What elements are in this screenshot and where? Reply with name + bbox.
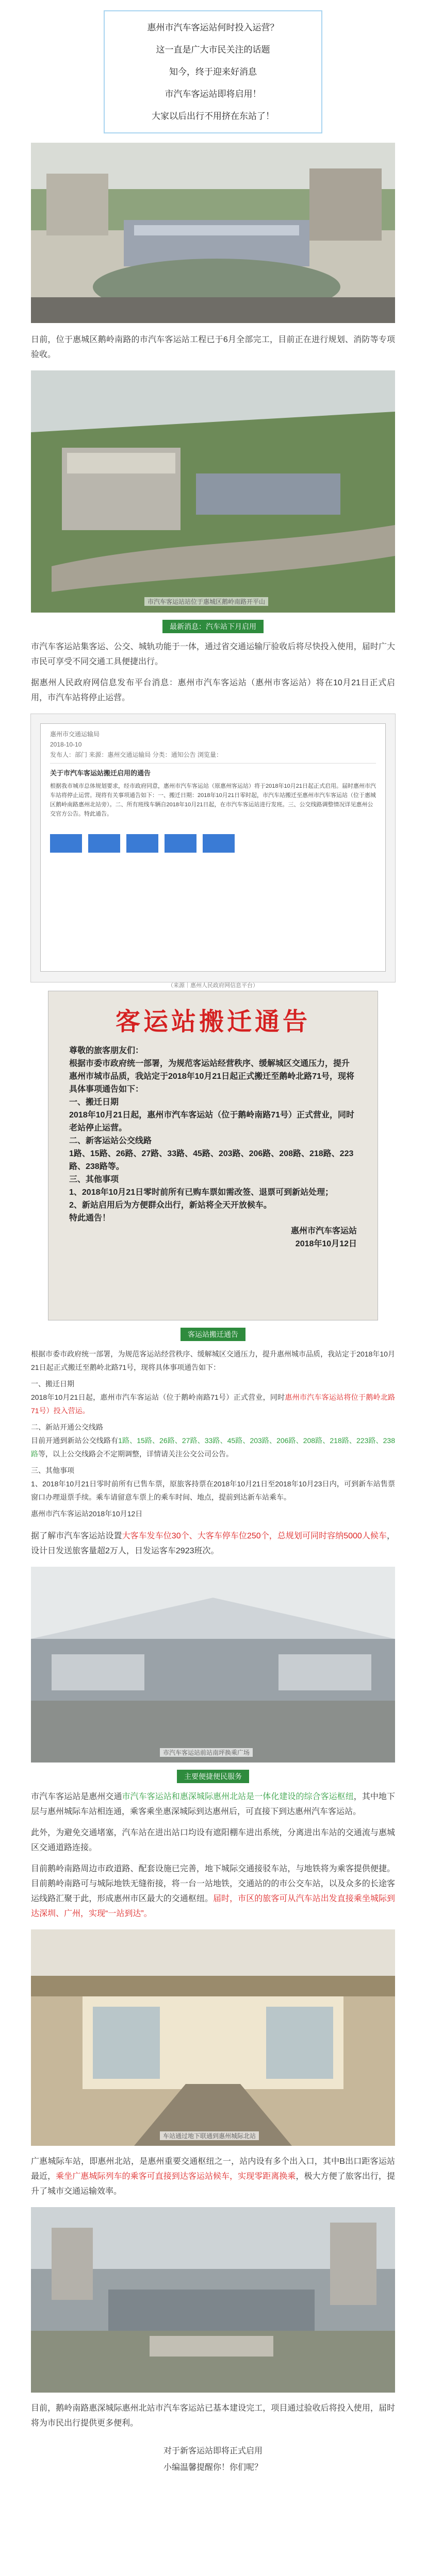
poster-line: 三、其他事项 bbox=[69, 1175, 119, 1184]
highlight-run: 大客车发车位30个、大客车停车位250个，总规划可同时容纳5000人候车 bbox=[122, 1532, 387, 1540]
station-aerial-photo bbox=[31, 143, 395, 323]
underground-passage-photo bbox=[31, 1929, 395, 2146]
doc-date: 2018-10-10 bbox=[50, 741, 82, 748]
paragraph-block bbox=[0, 1825, 426, 1855]
section-tag: 主要便捷便民服务 bbox=[177, 1770, 249, 1783]
paragraph bbox=[31, 2154, 395, 2199]
tag-row bbox=[0, 1770, 426, 1783]
notice-paragraph: 根据市委市政府统一部署，为规范客运站经营秩序、缓解城区交通压力，提升惠州城市品质，我站定于2018年10月21日起正式搬迁至鹅岭北路71号，现将具体事项通告如下： bbox=[31, 1350, 395, 1371]
notice-text: 目前开通到新站公交线路有 bbox=[31, 1436, 119, 1445]
share-bar bbox=[50, 834, 376, 853]
text-run: 据了解市汽车客运站设置 bbox=[31, 1532, 122, 1540]
intro-line: 惠州市汽车客运站何时投入运营？ bbox=[147, 23, 279, 32]
underground-passage-image bbox=[31, 1929, 395, 2146]
share-button[interactable] bbox=[88, 834, 120, 853]
paragraph-block bbox=[0, 1789, 426, 1819]
paragraph: 市汽车客运站集客运、公交、城轨功能于一体，通过省交通运输厅验收后将尽快投入使用，届时广大市民可享受不同交通工具便捷出行。 bbox=[31, 642, 395, 666]
section-tag: 最新消息：汽车站下月启用 bbox=[162, 620, 264, 633]
doc-meta: 发布人：部门 来源：惠州交通运输局 分类：通知公告 浏览量： bbox=[50, 750, 376, 764]
poster-line: 根据市委市政府统一部署，为规范客运站经营秩序、缓解城区交通压力，提升惠州市城市品质，我站定于2018年10月21日起正式搬迁至鹅岭北路71号，现将具体事项通告如下： bbox=[69, 1059, 354, 1094]
share-button[interactable] bbox=[203, 834, 235, 853]
doc-panel bbox=[40, 723, 386, 972]
notice-heading: 三、其他事项 bbox=[31, 1466, 74, 1475]
poster-line: 尊敬的旅客朋友们： bbox=[69, 1046, 144, 1055]
notice-paragraph bbox=[31, 1391, 395, 1417]
poster-line: 特此通告！ bbox=[69, 1214, 111, 1223]
notice-section bbox=[0, 1347, 426, 1520]
relocation-poster bbox=[48, 991, 378, 1320]
poster-body bbox=[69, 1044, 357, 1225]
paragraph: 据惠州人民政府网信息发布平台消息：惠州市汽车客运站（惠州市客运站）将在10月21日正式启用，市汽车站将停止运营。 bbox=[31, 679, 395, 702]
text-run: 目前鹅岭南路可与城际地铁无缝衔接，将一台一站地铁，交通站的的市公交车站，以及众多的长途客运线路汇聚于此，形成惠州市区最大的交通枢纽。 bbox=[31, 1879, 395, 1903]
station-overview-photo bbox=[31, 370, 395, 613]
notice-highlight: 惠州市汽车客运站将位于鹅岭北路71号）投入营运。 bbox=[31, 1393, 395, 1415]
paragraph bbox=[31, 1529, 395, 1558]
paragraph-block bbox=[0, 639, 426, 669]
share-button[interactable] bbox=[126, 834, 158, 853]
paragraph bbox=[31, 1789, 395, 1819]
notice-text: 等，以上公交线路会不定期调整，详情请关注公交公司公告。 bbox=[38, 1450, 233, 1458]
notice-text: 2018年10月21日起，惠州市汽车客运站（位于鹅岭南路71号）正式营业，同时 bbox=[31, 1393, 285, 1401]
doc-title: 关于市汽车客运站搬迁启用的通告 bbox=[50, 769, 151, 777]
highlight-run: 届时，市区的旅客可从汽车站出发直接乘坐城际到达深圳、广州，实现“一站到达”。 bbox=[31, 1894, 395, 1918]
poster-line: 一、搬迁日期 bbox=[69, 1098, 119, 1107]
intro-box bbox=[104, 10, 322, 133]
doc-footer: （来源｜惠州人民政府网信息平台） bbox=[168, 982, 258, 989]
notice-heading: 一、搬迁日期 bbox=[31, 1380, 74, 1388]
outro-line: 对于新客运站即将正式启用 bbox=[163, 2447, 263, 2455]
poster-line: 1路、15路、26路、27路、33路、45路、203路、206路、208路、218路、223路、238路等。 bbox=[69, 1149, 354, 1171]
notice-signature: 惠州市汽车客运站2018年10月12日 bbox=[31, 1510, 143, 1518]
poster-signature: 惠州市汽车客运站 bbox=[290, 1227, 357, 1235]
paragraph: 此外，为避免交通堵塞，汽车站在进出站口均设有遮阳棚车进出系统，分离进出车站的交通流与惠城区交通道路连接。 bbox=[31, 1828, 395, 1852]
poster-title: 客运站搬迁通告 bbox=[115, 1008, 310, 1036]
doc-screenshot bbox=[30, 714, 396, 989]
paragraph-block bbox=[0, 2401, 426, 2431]
intro-line: 知今，终于迎来好消息 bbox=[169, 67, 257, 77]
doc-screenshot-wrap bbox=[0, 714, 426, 989]
photo-caption: 市汽车客运站站位于惠城区鹅岭南路开平山 bbox=[144, 597, 268, 606]
poster-date: 2018年10月12日 bbox=[295, 1240, 357, 1248]
photo-caption: 车站通过地下联通到惠州城际北站 bbox=[160, 2131, 259, 2140]
text-run: 市汽车客运站是惠州交通 bbox=[31, 1792, 122, 1801]
paragraph-block bbox=[0, 2154, 426, 2199]
text-run: ，设计日发送旅客量超2万人，日发运客车2923班次。 bbox=[31, 1532, 395, 1555]
poster-line: 2、新站启用后为方便群众出行，新站将全天开放候车。 bbox=[69, 1201, 272, 1210]
paragraph-block bbox=[0, 332, 426, 362]
highlight-run: 乘坐广惠城际列车的乘客可直接到达客运站候车，实现零距离换乘 bbox=[56, 2172, 296, 2181]
outro-line: 小编温馨提醒你！你们呢？ bbox=[163, 2463, 263, 2472]
concourse-image bbox=[31, 1567, 395, 1762]
intro-line: 大家以后出行不用挤在东站了！ bbox=[152, 111, 274, 121]
poster-line: 二、新客运站公交线路 bbox=[69, 1137, 152, 1145]
text-run: ，其中地下层与惠州城际车站相连通，乘客乘坐惠深城际到达惠州后，可直接下到达惠州汽车客运站。 bbox=[31, 1792, 395, 1816]
notice-heading: 二、新站开通公交线路 bbox=[31, 1423, 103, 1431]
photo-caption: 市汽车客运站前站南坪换乘广场 bbox=[160, 1748, 253, 1757]
section-tag: 客运站搬迁通告 bbox=[181, 1328, 245, 1341]
paragraph-block bbox=[0, 1529, 426, 1558]
outro-section bbox=[0, 2443, 426, 2476]
doc-source: 惠州市交通运输局 bbox=[50, 731, 100, 738]
highlight-run: 市汽车客运站和惠深城际惠州北站是一体化建设的综合客运枢纽 bbox=[122, 1792, 354, 1801]
station-aerial-image bbox=[31, 143, 395, 323]
text-run: 目前鹅岭南路周边市政道路、配套设施已完善，地下城际交通接驳车站，与地铁将为乘客提供便捷。 bbox=[31, 1865, 395, 1873]
paragraph-block bbox=[0, 1861, 426, 1921]
doc-body: 根据我市城市总体规划要求，经市政府同意，惠州市汽车客运站（原惠州客运站）将于2018年10月21日起正式启用。届时惠州市汽车站将停止运营。现将有关事项通告如下：一、搬迁日期：2018年10月21日零时起，市汽车站搬迁至惠州市汽车客运站（位于惠城区鹅岭南路惠州北站旁）。二、所有班线车辆自2018年10月21日起，在市汽车客运站进行发班。三、公交线路调整情况详见惠州公交官方公告。特此通告。 bbox=[50, 783, 376, 817]
text-run: ，极大方便了旅客出行，提升了城市交通运输效率。 bbox=[31, 2172, 395, 2196]
paragraph: 日前，位于惠城区鹅岭南路的市汽车客运站工程已于6月全部完工，目前正在进行规划、消防等专项验收。 bbox=[31, 335, 395, 359]
tag-row bbox=[0, 620, 426, 633]
notice-paragraph bbox=[31, 1434, 395, 1461]
paragraph bbox=[31, 1861, 395, 1921]
poster-wrap bbox=[0, 991, 426, 1320]
intro-line: 市汽车客运站即将启用！ bbox=[165, 89, 261, 99]
concourse-photo bbox=[31, 1567, 395, 1762]
paragraph: 目前，鹅岭南路惠深城际惠州北站市汽车客运站已基本建设完工，项目通过验收后将投入使用，届时将为市民出行提供更多便利。 bbox=[31, 2404, 395, 2428]
share-button[interactable] bbox=[50, 834, 82, 853]
paragraph-block bbox=[0, 675, 426, 705]
station-overview-image bbox=[31, 370, 395, 613]
intro-line: 这一直是广大市民关注的话题 bbox=[156, 45, 270, 55]
tag-row bbox=[0, 1328, 426, 1341]
poster-line: 2018年10月21日起，惠州市汽车客运站（位于鹅岭南路71号）正式营业，同时老站停止运营。 bbox=[69, 1111, 354, 1132]
share-button[interactable] bbox=[165, 834, 196, 853]
notice-highlight: 1路、15路、26路、27路、33路、45路、203路、206路、208路、218路、223路、238路 bbox=[31, 1436, 396, 1458]
construction-aerial-photo bbox=[31, 2207, 395, 2393]
poster-line: 1、2018年10月21日零时前所有已购车票如需改签、退票可到新站处理； bbox=[69, 1188, 334, 1197]
notice-paragraph: 1、2018年10月21日零时前所有已售车票，原旅客持票在2018年10月21日至2018年10月23日内，可到新车站售票窗口办理退票手续。乘车请留意车票上的乘车时间、地点，提前到达新车站乘车。 bbox=[31, 1480, 395, 1501]
intro-section bbox=[0, 0, 426, 133]
construction-aerial-image bbox=[31, 2207, 395, 2393]
text-run: 广惠城际车站，即惠州北站，是惠州重要交通枢纽之一，站内设有多个出入口，其中B出口距客运站最近， bbox=[31, 2157, 395, 2181]
